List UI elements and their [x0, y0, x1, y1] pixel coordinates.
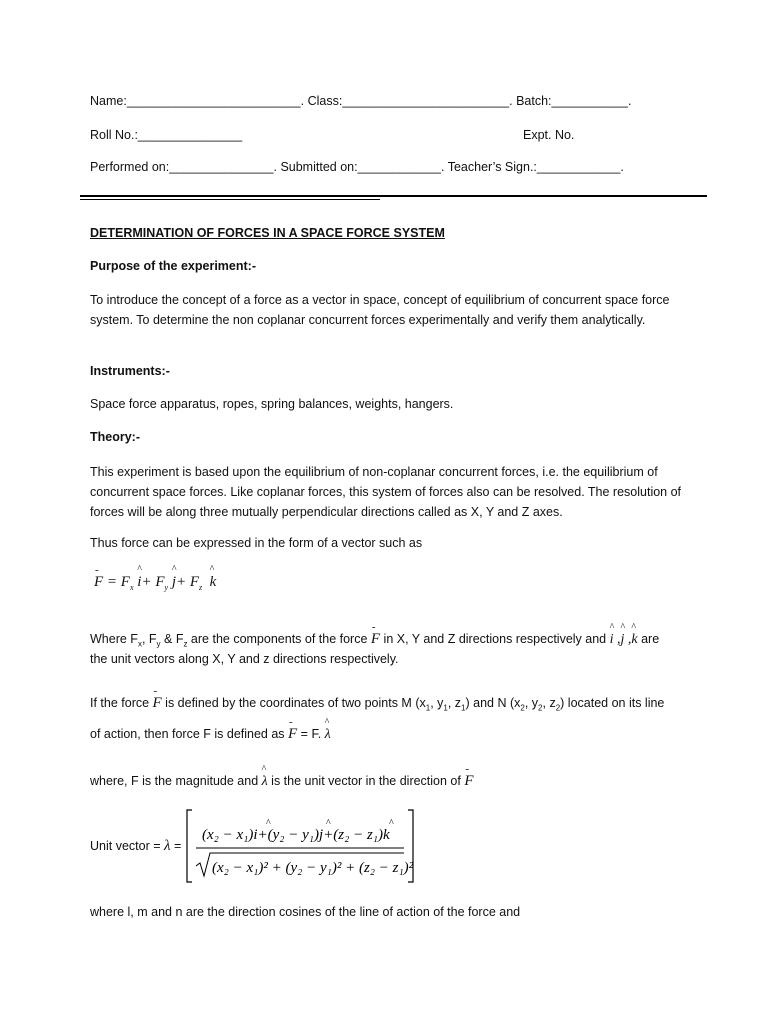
document-title: DETERMINATION OF FORCES IN A SPACE FORCE SYSTEM	[90, 226, 445, 240]
sign-field[interactable]: Teacher’s Sign.:____________.	[447, 160, 624, 174]
vector-intro: Thus force can be expressed in the form of a vector such as	[90, 536, 423, 550]
action-line: of action, then force F is defined as - F = F. ^ λ	[90, 726, 331, 743]
action-text-a: of action, then force F is defined as	[90, 727, 289, 741]
roll-field[interactable]: Roll No.:_______________	[90, 128, 243, 142]
batch-field[interactable]: Batch:___________.	[516, 94, 632, 108]
force-vector-equation: - $F = F_x$ ^ $i+ F_y$ ^ $j+ F_z$ ^ k	[94, 574, 216, 592]
class-field[interactable]: Class:________________________.	[307, 94, 517, 108]
header-line-3	[90, 160, 624, 174]
svg-text:(x₂ − x₁)i+(y₂ − y₁)j+(z₂ − z₁: (x₂ − x₁)i+(y₂ − y₁)j+(z₂ − z₁)k	[202, 827, 390, 843]
coordinates-line: If the force - F is defined by the coordinates of two points M ($x_1$, $y_1$, $z_1$) and N ($x_2$, $y_2$, $z_2$) located on its line	[90, 695, 664, 713]
svg-text:^: ^	[326, 818, 331, 829]
magnitude-text-b: is the unit vector in the direction of	[267, 774, 465, 788]
instruments-text: Space force apparatus, ropes, spring balances, weights, hangers.	[90, 397, 454, 411]
performed-field[interactable]: Performed on:_______________.	[90, 160, 281, 174]
components-text-a: Where F	[90, 632, 138, 646]
components-text-c: in X, Y and Z directions respectively and	[380, 632, 610, 646]
coords-text-b: is defined by the coordinates of two points M (x	[161, 696, 426, 710]
header-divider-thin	[80, 199, 380, 200]
theory-heading: Theory:-	[90, 430, 140, 444]
header-divider	[80, 195, 707, 197]
instruments-heading: Instruments:-	[90, 364, 170, 378]
magnitude-line: where, F is the magnitude and ^ λ is the unit vector in the direction of - F	[90, 773, 474, 790]
svg-text:^: ^	[266, 818, 271, 829]
components-line: Where $F_x$, $F_y$ & $F_z$ are the components of the force - F in X, Y and Z directions respectively and ^ i ,^ j ,^ k are	[90, 631, 659, 649]
header-line-1	[90, 94, 631, 108]
svg-text:(x₂ − x₁)² + (y₂ − y₁)² + (z₂: (x₂ − x₁)² + (y₂ − y₁)² + (z₂ − z₁)²	[212, 860, 414, 876]
direction-cosines-text: where l, m and n are the direction cosines of the line of action of the force and	[90, 905, 521, 919]
unit-vector-formula	[182, 806, 422, 886]
purpose-heading: Purpose of the experiment:-	[90, 259, 256, 273]
svg-text:^: ^	[389, 818, 394, 829]
coords-text-a: If the force	[90, 696, 153, 710]
coords-text-c: ) and N (x	[465, 696, 521, 710]
magnitude-text-a: where, F is the magnitude and	[90, 774, 262, 788]
unit-vector-label-text: Unit vector =	[90, 839, 164, 853]
expt-field[interactable]: Expt. No.	[523, 128, 575, 142]
submitted-field[interactable]: Submitted on:____________.	[280, 160, 448, 174]
coords-text-d: ) located on its line	[560, 696, 665, 710]
theory-text: This experiment is based upon the equilibrium of non-coplanar concurrent forces, i.e. the equilibrium of concurrent space forces. Like coplanar forces, this system of forces also can be resolved. The resolution of forces will be along three mutually perpendicular directions called as X, Y and Z axes.	[90, 465, 682, 519]
name-field[interactable]: Name:_________________________.	[90, 94, 308, 108]
unit-vector-label: Unit vector = λ =	[90, 838, 182, 854]
purpose-text: To introduce the concept of a force as a vector in space, concept of equilibrium of concurrent space force system. To determine the non coplanar concurrent forces experimentally and verify them analytically.	[90, 293, 670, 327]
components-text-b: are the components of the force	[187, 632, 371, 646]
components-line-2: the unit vectors along X, Y and z directions respectively.	[90, 652, 399, 666]
components-text-d: are	[641, 632, 660, 646]
action-text-b: = F.	[297, 727, 325, 741]
